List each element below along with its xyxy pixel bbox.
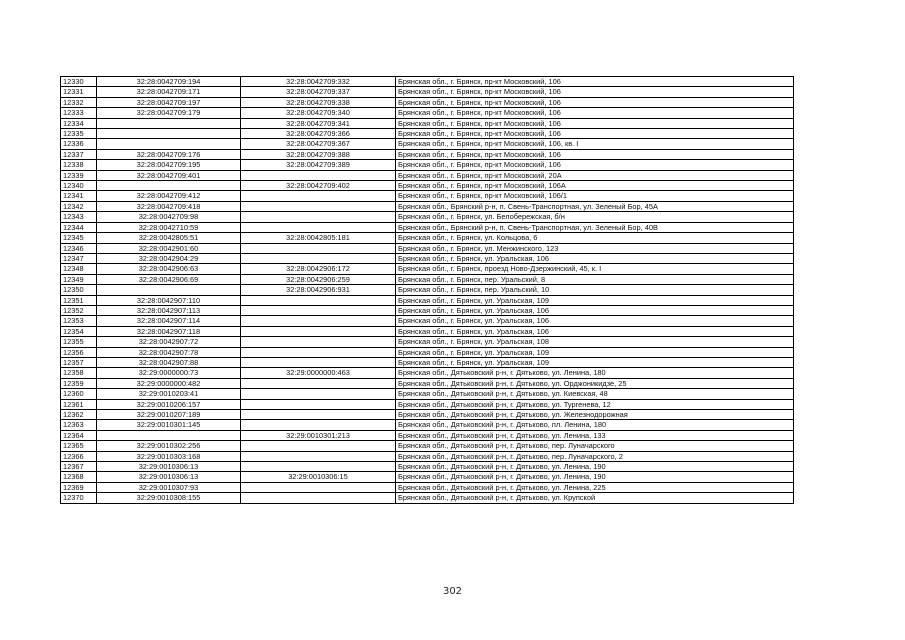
table-row [61, 420, 794, 430]
address-cell: Брянская обл., г. Брянск, пер. Уральский, 8 [396, 274, 794, 284]
land-cadastral-number-cell: 32:28:0042907:118 [97, 326, 241, 336]
building-cadastral-number-cell [241, 451, 396, 461]
row-number-cell: 12331 [61, 87, 97, 97]
address-cell: Брянская обл., г. Брянск, ул. Уральская, 109 [396, 295, 794, 305]
building-cadastral-number-cell: 32:28:0042709:332 [241, 77, 396, 87]
land-cadastral-number-cell: 32:28:0042907:72 [97, 337, 241, 347]
building-cadastral-number-cell: 32:29:0000000:463 [241, 368, 396, 378]
building-cadastral-number-cell: 32:29:0010306:15 [241, 472, 396, 482]
land-cadastral-number-cell: 32:28:0042709:98 [97, 212, 241, 222]
building-cadastral-number-cell: 32:28:0042709:388 [241, 149, 396, 159]
building-cadastral-number-cell [241, 326, 396, 336]
address-cell: Брянская обл., Брянский р-н, п. Свень-Транспортная, ул. Зеленый Бор, 45А [396, 201, 794, 211]
table-row [61, 129, 794, 139]
table-row [61, 368, 794, 378]
row-number-cell: 12370 [61, 493, 97, 503]
row-number-cell: 12333 [61, 108, 97, 118]
address-cell: Брянская обл., г. Брянск, пр-кт Московский, 106 [396, 160, 794, 170]
land-cadastral-number-cell: 32:29:0010308:155 [97, 493, 241, 503]
address-cell: Брянская обл., Дятьковский р-н, г. Дятьково, ул. Тургенева, 12 [396, 399, 794, 409]
row-number-cell: 12368 [61, 472, 97, 482]
table-row [61, 274, 794, 284]
land-cadastral-number-cell: 32:28:0042907:113 [97, 305, 241, 315]
row-number-cell: 12359 [61, 378, 97, 388]
row-number-cell: 12356 [61, 347, 97, 357]
table-row [61, 326, 794, 336]
table-row [61, 441, 794, 451]
row-number-cell: 12350 [61, 285, 97, 295]
building-cadastral-number-cell [241, 493, 396, 503]
row-number-cell: 12354 [61, 326, 97, 336]
land-cadastral-number-cell: 32:29:0010206:157 [97, 399, 241, 409]
address-cell: Брянская обл., Дятьковский р-н, г. Дятьково, ул. Ленина, 180 [396, 368, 794, 378]
row-number-cell: 12339 [61, 170, 97, 180]
table-row [61, 347, 794, 357]
row-number-cell: 12363 [61, 420, 97, 430]
address-cell: Брянская обл., Дятьковский р-н, г. Дятьково, ул. Крупской [396, 493, 794, 503]
land-cadastral-number-cell: 32:29:0010302:256 [97, 441, 241, 451]
address-cell: Брянская обл., Дятьковский р-н, г. Дятьково, пл. Ленина, 180 [396, 420, 794, 430]
address-cell: Брянская обл., Брянский р-н, п. Свень-Транспортная, ул. Зеленый Бор, 40В [396, 222, 794, 232]
land-cadastral-number-cell: 32:28:0042709:194 [97, 77, 241, 87]
address-cell: Брянская обл., Дятьковский р-н, г. Дятьково, пер. Луначарского, 2 [396, 451, 794, 461]
address-cell: Брянская обл., г. Брянск, пр-кт Московский, 106, кв. I [396, 139, 794, 149]
row-number-cell: 12330 [61, 77, 97, 87]
land-cadastral-number-cell: 32:28:0042709:401 [97, 170, 241, 180]
land-cadastral-number-cell: 32:28:0042907:110 [97, 295, 241, 305]
registry-table-body [61, 77, 794, 504]
address-cell: Брянская обл., г. Брянск, ул. Уральская, 109 [396, 347, 794, 357]
address-cell: Брянская обл., Дятьковский р-н, г. Дятьково, ул. Железнодорожная [396, 410, 794, 420]
address-cell: Брянская обл., г. Брянск, пр-кт Московский, 106 [396, 77, 794, 87]
table-row [61, 357, 794, 367]
land-cadastral-number-cell: 32:29:0000000:482 [97, 378, 241, 388]
land-cadastral-number-cell [97, 139, 241, 149]
building-cadastral-number-cell: 32:28:0042709:389 [241, 160, 396, 170]
row-number-cell: 12362 [61, 410, 97, 420]
table-row [61, 493, 794, 503]
land-cadastral-number-cell: 32:29:0010307:93 [97, 482, 241, 492]
row-number-cell: 12342 [61, 201, 97, 211]
table-row [61, 201, 794, 211]
land-cadastral-number-cell: 32:28:0042709:171 [97, 87, 241, 97]
land-cadastral-number-cell: 32:28:0042904:29 [97, 253, 241, 263]
row-number-cell: 12349 [61, 274, 97, 284]
row-number-cell: 12353 [61, 316, 97, 326]
table-row [61, 243, 794, 253]
building-cadastral-number-cell [241, 441, 396, 451]
table-row [61, 399, 794, 409]
row-number-cell: 12345 [61, 233, 97, 243]
address-cell: Брянская обл., г. Брянск, пр-кт Московский, 106А [396, 181, 794, 191]
building-cadastral-number-cell [241, 222, 396, 232]
building-cadastral-number-cell [241, 316, 396, 326]
row-number-cell: 12364 [61, 430, 97, 440]
building-cadastral-number-cell [241, 337, 396, 347]
land-cadastral-number-cell [97, 181, 241, 191]
address-cell: Брянская обл., г. Брянск, ул. Кольцова, 6 [396, 233, 794, 243]
land-cadastral-number-cell: 32:28:0042805:51 [97, 233, 241, 243]
land-cadastral-number-cell: 32:28:0042907:88 [97, 357, 241, 367]
address-cell: Брянская обл., г. Брянск, ул. Уральская, 108 [396, 337, 794, 347]
address-cell: Брянская обл., г. Брянск, пр-кт Московский, 106 [396, 87, 794, 97]
table-row [61, 482, 794, 492]
land-cadastral-number-cell: 32:29:0010301:145 [97, 420, 241, 430]
row-number-cell: 12355 [61, 337, 97, 347]
address-cell: Брянская обл., г. Брянск, проезд Ново-Дзержинский, 45, к. I [396, 264, 794, 274]
land-cadastral-number-cell: 32:29:0000000:73 [97, 368, 241, 378]
row-number-cell: 12335 [61, 129, 97, 139]
land-cadastral-number-cell [97, 430, 241, 440]
address-cell: Брянская обл., г. Брянск, ул. Уральская, 106 [396, 253, 794, 263]
row-number-cell: 12366 [61, 451, 97, 461]
row-number-cell: 12343 [61, 212, 97, 222]
land-cadastral-number-cell: 32:29:0010203:41 [97, 389, 241, 399]
land-cadastral-number-cell: 32:28:0042709:412 [97, 191, 241, 201]
row-number-cell: 12369 [61, 482, 97, 492]
table-row [61, 170, 794, 180]
table-row [61, 191, 794, 201]
row-number-cell: 12361 [61, 399, 97, 409]
address-cell: Брянская обл., Дятьковский р-н, г. Дятьково, ул. Ленина, 225 [396, 482, 794, 492]
table-row [61, 285, 794, 295]
address-cell: Брянская обл., Дятьковский р-н, г. Дятьково, ул. Орджоникидзе, 25 [396, 378, 794, 388]
address-cell: Брянская обл., г. Брянск, ул. Уральская, 106 [396, 316, 794, 326]
table-row [61, 160, 794, 170]
table-row [61, 378, 794, 388]
land-cadastral-number-cell: 32:29:0010207:189 [97, 410, 241, 420]
land-cadastral-number-cell: 32:28:0042907:114 [97, 316, 241, 326]
row-number-cell: 12347 [61, 253, 97, 263]
building-cadastral-number-cell [241, 243, 396, 253]
building-cadastral-number-cell [241, 378, 396, 388]
table-row [61, 264, 794, 274]
address-cell: Брянская обл., Дятьковский р-н, г. Дятьково, пер. Луначарского [396, 441, 794, 451]
table-row [61, 410, 794, 420]
row-number-cell: 12332 [61, 97, 97, 107]
table-row [61, 451, 794, 461]
land-cadastral-number-cell [97, 285, 241, 295]
land-cadastral-number-cell: 32:28:0042906:69 [97, 274, 241, 284]
address-cell: Брянская обл., г. Брянск, пр-кт Московский, 106 [396, 118, 794, 128]
building-cadastral-number-cell: 32:28:0042709:337 [241, 87, 396, 97]
address-cell: Брянская обл., Дятьковский р-н, г. Дятьково, ул. Ленина, 190 [396, 472, 794, 482]
row-number-cell: 12338 [61, 160, 97, 170]
address-cell: Брянская обл., Дятьковский р-н, г. Дятьково, ул. Ленина, 190 [396, 462, 794, 472]
row-number-cell: 12340 [61, 181, 97, 191]
address-cell: Брянская обл., г. Брянск, ул. Уральская, 106 [396, 326, 794, 336]
row-number-cell: 12357 [61, 357, 97, 367]
building-cadastral-number-cell [241, 410, 396, 420]
building-cadastral-number-cell [241, 389, 396, 399]
building-cadastral-number-cell [241, 482, 396, 492]
building-cadastral-number-cell [241, 399, 396, 409]
table-row [61, 97, 794, 107]
land-cadastral-number-cell: 32:28:0042709:179 [97, 108, 241, 118]
table-row [61, 87, 794, 97]
building-cadastral-number-cell: 32:28:0042906:259 [241, 274, 396, 284]
building-cadastral-number-cell: 32:28:0042906:931 [241, 285, 396, 295]
row-number-cell: 12336 [61, 139, 97, 149]
building-cadastral-number-cell: 32:28:0042709:340 [241, 108, 396, 118]
table-row [61, 337, 794, 347]
land-cadastral-number-cell: 32:28:0042709:195 [97, 160, 241, 170]
land-cadastral-number-cell: 32:29:0010303:168 [97, 451, 241, 461]
table-row [61, 118, 794, 128]
address-cell: Брянская обл., г. Брянск, ул. Уральская, 106 [396, 305, 794, 315]
address-cell: Брянская обл., г. Брянск, ул. Уральская, 109 [396, 357, 794, 367]
page-number: 302 [442, 586, 463, 597]
table-row [61, 149, 794, 159]
address-cell: Брянская обл., г. Брянск, ул. Белобережская, б/н [396, 212, 794, 222]
table-row [61, 181, 794, 191]
address-cell: Брянская обл., г. Брянск, пр-кт Московский, 106 [396, 108, 794, 118]
building-cadastral-number-cell [241, 420, 396, 430]
building-cadastral-number-cell [241, 253, 396, 263]
building-cadastral-number-cell [241, 357, 396, 367]
row-number-cell: 12365 [61, 441, 97, 451]
row-number-cell: 12348 [61, 264, 97, 274]
land-cadastral-number-cell: 32:29:0010306:13 [97, 462, 241, 472]
row-number-cell: 12341 [61, 191, 97, 201]
building-cadastral-number-cell [241, 191, 396, 201]
table-row [61, 212, 794, 222]
address-cell: Брянская обл., г. Брянск, пер. Уральский, 10 [396, 285, 794, 295]
table-row [61, 316, 794, 326]
building-cadastral-number-cell: 32:29:0010301:213 [241, 430, 396, 440]
building-cadastral-number-cell: 32:28:0042805:181 [241, 233, 396, 243]
land-cadastral-number-cell: 32:28:0042709:418 [97, 201, 241, 211]
table-row [61, 462, 794, 472]
building-cadastral-number-cell [241, 201, 396, 211]
address-cell: Брянская обл., г. Брянск, пр-кт Московский, 106/1 [396, 191, 794, 201]
table-row [61, 139, 794, 149]
table-row [61, 222, 794, 232]
land-cadastral-number-cell: 32:28:0042907:78 [97, 347, 241, 357]
table-row [61, 430, 794, 440]
table-row [61, 389, 794, 399]
row-number-cell: 12346 [61, 243, 97, 253]
building-cadastral-number-cell: 32:28:0042709:338 [241, 97, 396, 107]
row-number-cell: 12360 [61, 389, 97, 399]
address-cell: Брянская обл., г. Брянск, ул. Менжинского, 123 [396, 243, 794, 253]
table-row [61, 108, 794, 118]
address-cell: Брянская обл., г. Брянск, пр-кт Московский, 106 [396, 129, 794, 139]
row-number-cell: 12334 [61, 118, 97, 128]
land-cadastral-number-cell: 32:28:0042709:176 [97, 149, 241, 159]
land-cadastral-number-cell: 32:28:0042710:59 [97, 222, 241, 232]
address-cell: Брянская обл., Дятьковский р-н, г. Дятьково, ул. Ленина, 133 [396, 430, 794, 440]
table-row [61, 472, 794, 482]
table-row [61, 253, 794, 263]
land-cadastral-number-cell [97, 129, 241, 139]
registry-table [60, 76, 794, 504]
land-cadastral-number-cell: 32:29:0010306:13 [97, 472, 241, 482]
row-number-cell: 12367 [61, 462, 97, 472]
land-cadastral-number-cell: 32:28:0042906:63 [97, 264, 241, 274]
row-number-cell: 12337 [61, 149, 97, 159]
row-number-cell: 12351 [61, 295, 97, 305]
building-cadastral-number-cell: 32:28:0042709:402 [241, 181, 396, 191]
address-cell: Брянская обл., Дятьковский р-н, г. Дятьково, ул. Киевская, 48 [396, 389, 794, 399]
address-cell: Брянская обл., г. Брянск, пр-кт Московский, 106 [396, 149, 794, 159]
building-cadastral-number-cell [241, 170, 396, 180]
row-number-cell: 12344 [61, 222, 97, 232]
land-cadastral-number-cell: 32:28:0042709:197 [97, 97, 241, 107]
building-cadastral-number-cell: 32:28:0042906:172 [241, 264, 396, 274]
building-cadastral-number-cell: 32:28:0042709:367 [241, 139, 396, 149]
building-cadastral-number-cell [241, 295, 396, 305]
table-row [61, 295, 794, 305]
building-cadastral-number-cell [241, 347, 396, 357]
table-row [61, 305, 794, 315]
row-number-cell: 12352 [61, 305, 97, 315]
building-cadastral-number-cell: 32:28:0042709:366 [241, 129, 396, 139]
row-number-cell: 12358 [61, 368, 97, 378]
land-cadastral-number-cell [97, 118, 241, 128]
building-cadastral-number-cell [241, 462, 396, 472]
building-cadastral-number-cell: 32:28:0042709:341 [241, 118, 396, 128]
building-cadastral-number-cell [241, 212, 396, 222]
land-cadastral-number-cell: 32:28:0042901:60 [97, 243, 241, 253]
address-cell: Брянская обл., г. Брянск, пр-кт Московский, 106 [396, 97, 794, 107]
address-cell: Брянская обл., г. Брянск, пр-кт Московский, 20А [396, 170, 794, 180]
table-row [61, 233, 794, 243]
table-row [61, 77, 794, 87]
building-cadastral-number-cell [241, 305, 396, 315]
